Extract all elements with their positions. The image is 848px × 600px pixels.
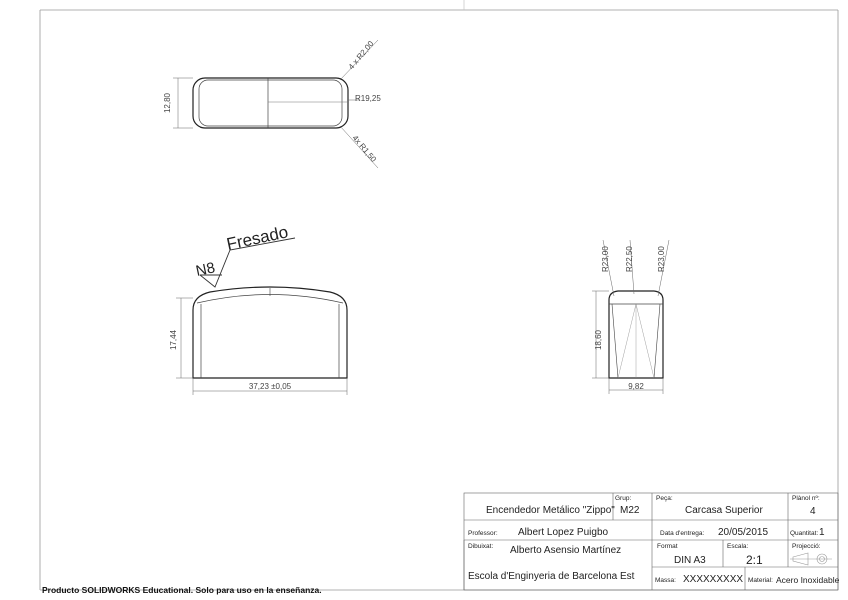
front-height-dim: 17,44 xyxy=(169,329,178,351)
quantity-value: 1 xyxy=(819,527,825,538)
material-value: Acero Inoxidable xyxy=(776,575,840,585)
educational-watermark: Producto SOLIDWORKS Educational. Solo para uso en la enseñanza. xyxy=(42,585,322,595)
material-label: Material: xyxy=(748,577,773,584)
professor-label: Professor: xyxy=(468,530,498,537)
top-radius-bottom-dim: 4x R1,50 xyxy=(350,133,378,164)
scale-value: 2:1 xyxy=(746,553,763,567)
plan-value: 4 xyxy=(810,506,816,517)
delivery-label: Data d'entrega: xyxy=(660,530,705,537)
format-label: Format xyxy=(657,543,678,550)
top-height-dim: 12,80 xyxy=(163,92,172,114)
side-radius-right-dim: R23,00 xyxy=(657,246,666,272)
mass-value: XXXXXXXXX xyxy=(683,574,744,585)
side-height-dim: 18,60 xyxy=(594,329,603,351)
professor-value: Albert Lopez Puigbo xyxy=(518,527,609,538)
project-name: Encendedor Metálico "Zippo" xyxy=(486,505,615,516)
projection-symbol-icon xyxy=(790,553,832,565)
mass-label: Massa: xyxy=(655,577,676,584)
piece-value: Carcasa Superior xyxy=(685,505,763,516)
front-width-dim: 37,23 ±0,05 xyxy=(248,382,292,391)
top-radius-top-dim: 4 x R2,00 xyxy=(346,39,376,72)
side-radius-mid-dim: R22,50 xyxy=(625,246,634,272)
surface-finish-symbol: N8 xyxy=(194,259,217,280)
group-value: M22 xyxy=(620,505,640,516)
quantity-label: Quantitat: xyxy=(790,530,819,537)
scale-label: Escala: xyxy=(727,543,749,550)
top-view xyxy=(173,40,378,168)
drawn-label: Dibuixat: xyxy=(468,543,494,550)
school-name: Escola d'Enginyeria de Barcelona Est xyxy=(468,571,635,582)
process-note: Fresado xyxy=(224,222,290,254)
format-value: DIN A3 xyxy=(674,555,706,566)
group-label: Grup: xyxy=(615,495,632,502)
side-width-dim: 9,82 xyxy=(628,382,644,391)
projection-label: Projecció: xyxy=(792,543,821,550)
drawn-value: Alberto Asensio Martínez xyxy=(510,545,622,556)
delivery-value: 20/05/2015 xyxy=(718,527,769,538)
piece-label: Peça: xyxy=(656,495,673,502)
plan-label: Plànol nº: xyxy=(792,495,820,502)
top-radius-side-dim: R19,25 xyxy=(355,94,381,103)
side-radius-left-dim: R23,00 xyxy=(601,246,610,272)
